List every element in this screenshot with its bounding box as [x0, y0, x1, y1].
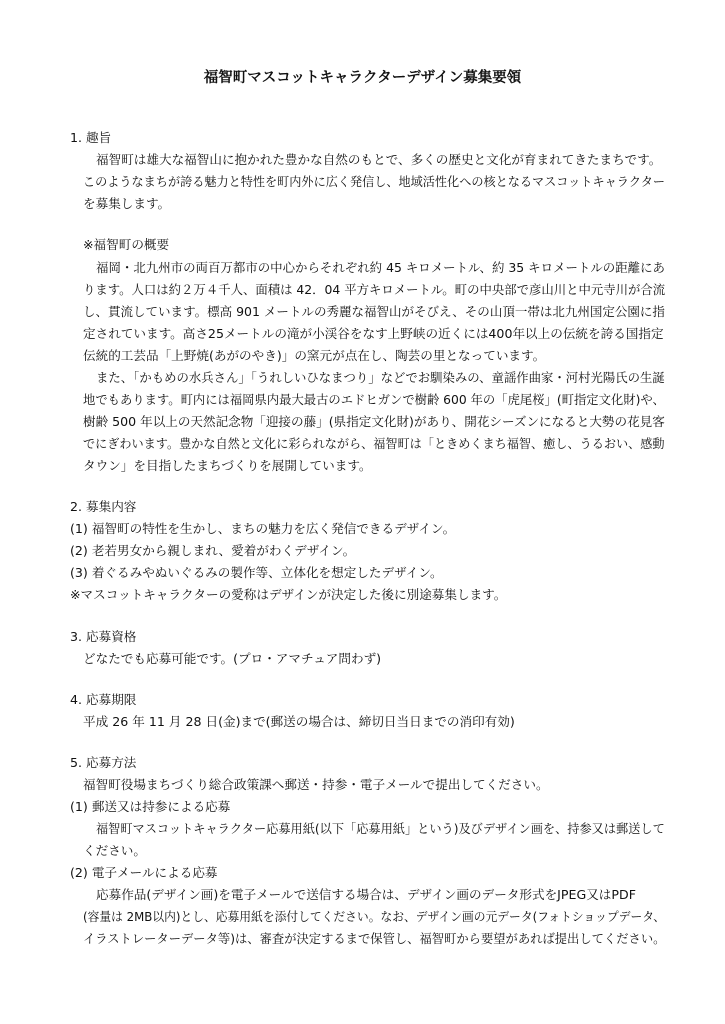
method-sub-heading: (1) 郵送又は持参による応募: [70, 799, 231, 814]
method-sub2-line: 応募作品(デザイン画)を電子メールで送信する場合は、デザイン画のデータ形式をJPEG又はPDF: [96, 887, 636, 902]
eligibility-text: どなたでも応募可能です。(プロ・アマチュア問わず): [83, 651, 382, 666]
overview-line: タウン」を目指したまちづくりを展開しています。: [83, 458, 372, 473]
method-sub-heading: (2) 電子メールによる応募: [70, 865, 218, 880]
method-sub1-line: ください。: [83, 843, 146, 858]
method-sub2-line: イラストレーターデータ等)は、審査が決定するまで保管し、福智町から要望があれば提出してください。: [83, 931, 666, 946]
content-item: (2) 老若男女から親しまれ、愛着がわくデザイン。: [70, 543, 356, 558]
content-note: ※マスコットキャラクターの愛称はデザインが決定した後に別途募集します。: [70, 587, 507, 602]
overview-line: 地でもあります。町内には福岡県内最大最古のエドヒガンで樹齢 600 年の「虎尾桜」(町指定文化財)や、: [83, 392, 665, 407]
period-text: 平成 26 年 11 月 28 日(金)まで(郵送の場合は、締切日当日までの消印有効): [83, 714, 515, 729]
purpose-line: このようなまちが誇る魅力と特性を町内外に広く発信し、地域活性化への核となるマスコットキャラクター: [83, 174, 666, 189]
section-heading-purpose: 1. 趣旨: [70, 130, 112, 145]
overview-line: 定されています。高さ25メートルの滝が小渓谷をなす上野峡の近くには400年以上の伝統を誇る国指定: [83, 326, 664, 341]
purpose-line: を募集します。: [83, 196, 171, 211]
overview-line: 伝統的工芸品「上野焼(あがのやき)」の窯元が点在し、陶芸の里となっています。: [83, 348, 546, 363]
method-sub1-line: 福智町マスコットキャラクター応募用紙(以下「応募用紙」という)及びデザイン画を、持参又は郵送して: [96, 821, 665, 836]
overview-line: 樹齢 500 年以上の天然記念物「迎接の藤」(県指定文化財)があり、開花シーズンになると大勢の花見客: [83, 414, 665, 429]
overview-line: また、「かもめの水兵さん」「うれしいひなまつり」などでお馴染みの、童謡作曲家・河村光陽氏の生誕: [96, 370, 665, 385]
content-item: (1) 福智町の特性を生かし、まちの魅力を広く発信できるデザイン。: [70, 521, 456, 536]
overview-line: 福岡・北九州市の両百万都市の中心からそれぞれ約 45 キロメートル、約 35 キロメートルの距離にあ: [96, 260, 665, 275]
purpose-line: 福智町は雄大な福智山に抱かれた豊かな自然のもとで、多くの歴史と文化が育まれてきたまちです。: [96, 152, 662, 167]
method-sub2-line: (容量は 2MB以内)とし、応募用紙を添付してください。なお、デザイン画の元データ(フォトショップデータ、: [83, 909, 666, 924]
page-title: 福智町マスコットキャラクターデザイン募集要領: [203, 70, 522, 86]
overview-line: でにぎわいます。豊かな自然と文化に彩られながら、福智町は「ときめくまち福智、癒し、うるおい、感動: [83, 436, 665, 451]
section-heading-period: 4. 応募期限: [70, 692, 137, 707]
section-heading-method: 5. 応募方法: [70, 755, 137, 770]
content-item: (3) 着ぐるみやぬいぐるみの製作等、立体化を想定したデザイン。: [70, 565, 443, 580]
overview-heading: ※福智町の概要: [83, 237, 170, 252]
method-intro: 福智町役場まちづくり総合政策課へ郵送・持参・電子メールで提出してください。: [83, 777, 549, 792]
overview-line: ります。人口は約２万４千人、面積は 42．04 平方キロメートル。町の中央部で彦山川と中元寺川が合流: [83, 282, 666, 297]
overview-line: し、貫流しています。標高 901 メートルの秀麗な福智山がそびえ、その山頂一帯は北九州国定公園に指: [83, 304, 665, 319]
section-heading-eligibility: 3. 応募資格: [70, 629, 137, 644]
section-heading-content: 2. 募集内容: [70, 499, 137, 514]
